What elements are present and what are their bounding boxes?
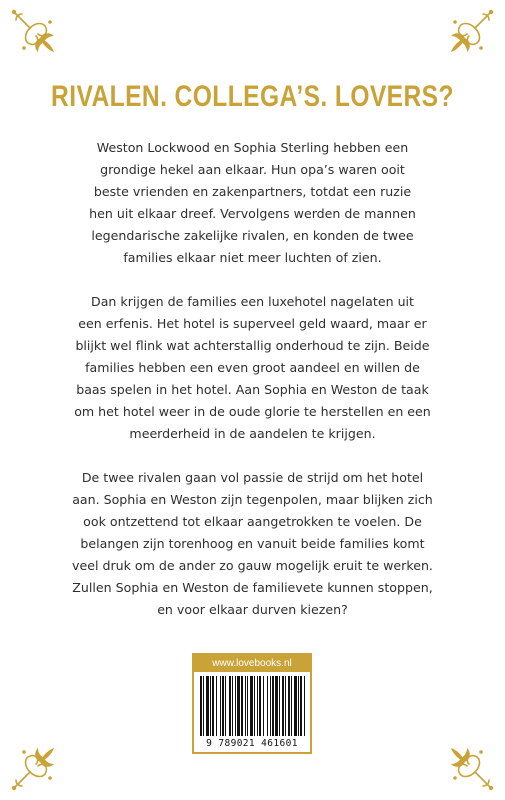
barcode-icon (200, 676, 306, 736)
blurb-paragraph-1 (60, 137, 445, 269)
fleur-de-lis-corner-icon (10, 742, 60, 792)
text-line: en voor elkaar durven kiezen? (157, 602, 348, 617)
text-line: beste vrienden en zakenpartners, totdat een ruzie (93, 184, 412, 199)
fleur-de-lis-corner-icon (10, 8, 60, 58)
fleur-de-lis-corner-icon (445, 742, 495, 792)
corner-ornament-bottom-left (10, 742, 60, 792)
headline: RIVALEN. COLLEGA’S. LOVERS? (51, 80, 454, 113)
fleur-de-lis-corner-icon (445, 8, 495, 58)
text-line: belangen zijn torenhoog en vanuit beide families komt (80, 536, 425, 551)
text-line: meerderheid in de aandelen te krijgen. (129, 426, 376, 441)
text-line: veel druk om de ander zo gauw mogelijk eruit te werken. (72, 558, 433, 573)
text-line: De twee rivalen gaan vol passie de strijd om het hotel (81, 470, 424, 485)
text-line: families hebben een even groot aandeel en willen de (85, 360, 420, 375)
corner-ornament-top-right (445, 8, 495, 58)
publisher-url: www.lovebooks.nl (194, 655, 310, 672)
text-line: hen uit elkaar dreef. Vervolgens werden de mannen (89, 206, 416, 221)
text-line: Zullen Sophia en Weston de familievete kunnen stoppen, (72, 580, 433, 595)
text-line: Weston Lockwood en Sophia Sterling hebben een (96, 140, 409, 155)
text-line: blijkt wel flink wat achterstallig onderhoud te zijn. Beide (75, 338, 430, 353)
text-line: families elkaar niet meer luchten of zien. (123, 250, 382, 265)
corner-ornament-top-left (10, 8, 60, 58)
barcode-box (192, 653, 312, 754)
text-line: een erfenis. Het hotel is superveel geld waard, maar er (78, 316, 427, 331)
corner-ornament-bottom-right (445, 742, 495, 792)
text-line: baas spelen in het hotel. Aan Sophia en Weston de taak (76, 382, 429, 397)
text-line: ook ontzettend tot elkaar aangetrokken te voelen. De (83, 514, 422, 529)
isbn-digits: 9 789021 461601 (206, 738, 298, 749)
text-line: Dan krijgen de families een luxehotel nagelaten uit (91, 294, 414, 309)
text-line: legendarische zakelijke rivalen, en konden de twee (91, 228, 414, 243)
barcode-bars (200, 676, 306, 736)
blurb-paragraph-3 (60, 467, 445, 621)
text-line: grondige hekel aan elkaar. Hun opa’s waren ooit (100, 162, 405, 177)
text-line: om het hotel weer in de oude glorie te herstellen en een (74, 404, 431, 419)
blurb-paragraph-2 (60, 291, 445, 445)
text-line: aan. Sophia en Weston zijn tegenpolen, maar blijken zich (72, 492, 433, 507)
